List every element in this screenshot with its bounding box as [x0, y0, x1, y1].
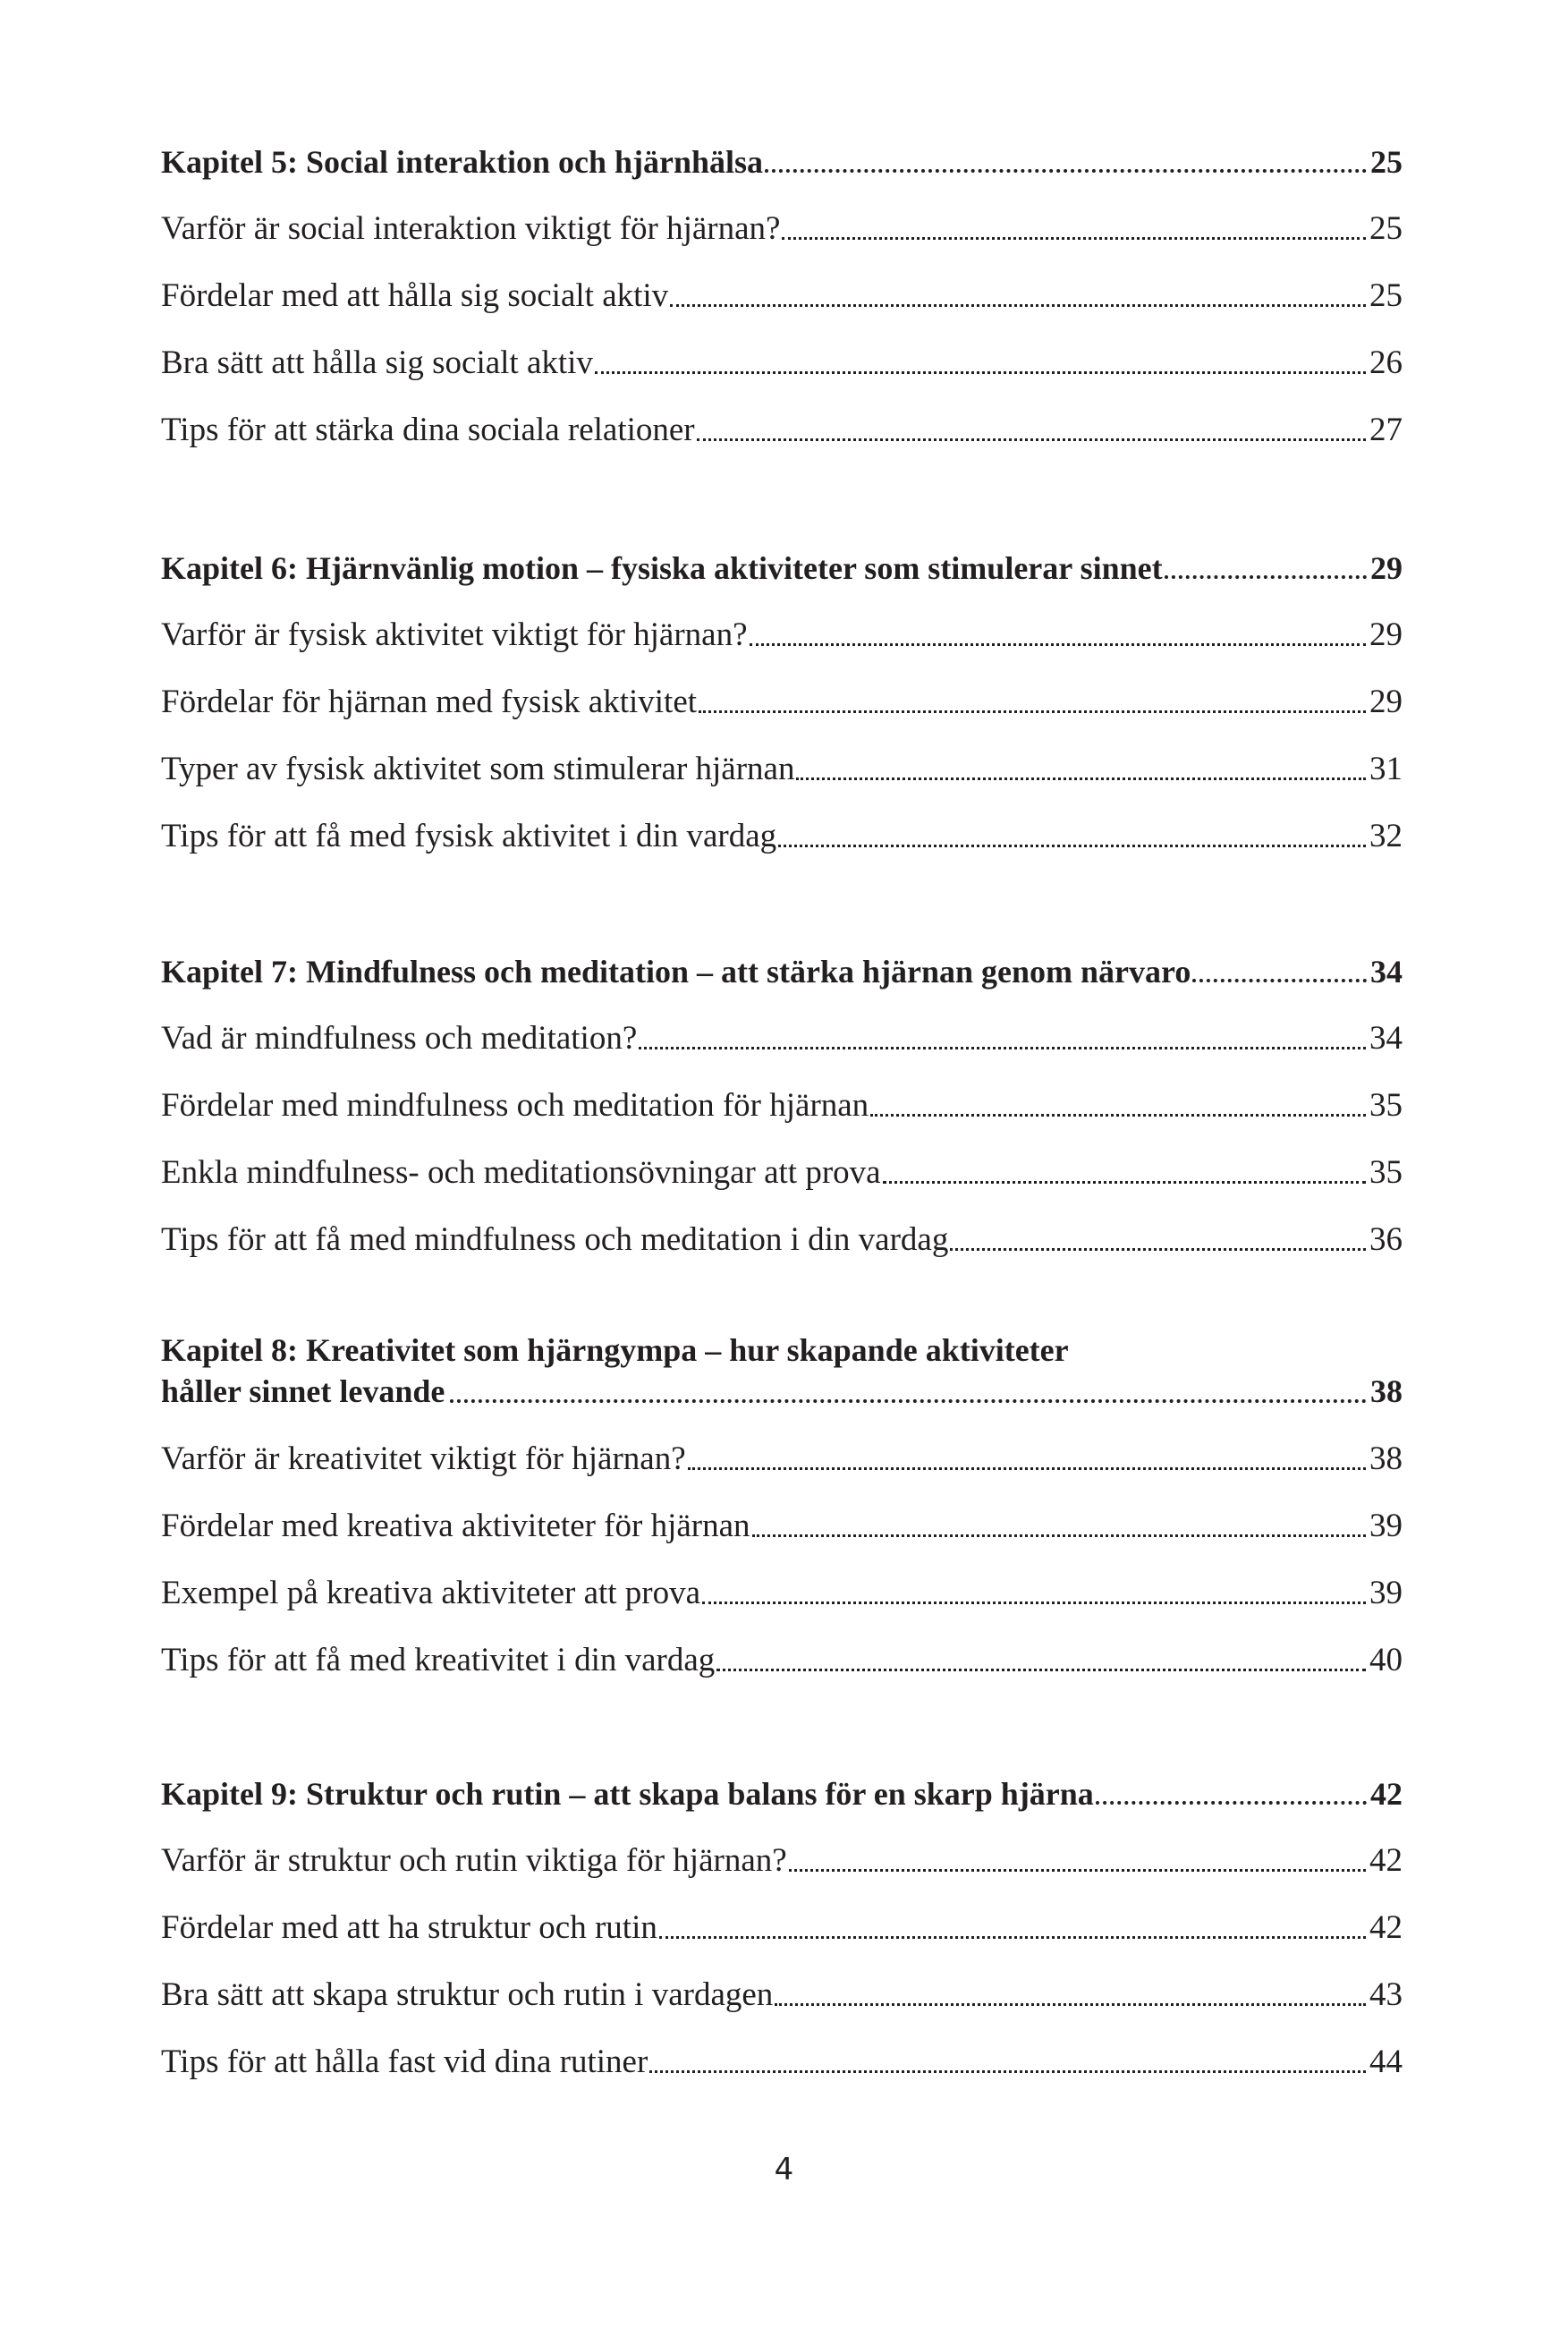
toc-section[interactable] [161, 1153, 1403, 1193]
toc-chapter-title: Kapitel 7: Mindfulness och meditation – att stärka hjärnan genom närvaro [161, 954, 1191, 990]
toc-section-title: Varför är kreativitet viktigt för hjärnan? [161, 1440, 686, 1477]
toc-page-number: 35 [1369, 1087, 1403, 1124]
dot-leader [789, 1841, 1366, 1881]
toc-page-number: 44 [1369, 2043, 1403, 2080]
toc-section-title: Tips för att få med kreativitet i din vardag [161, 1642, 716, 1678]
toc-page-number: 25 [1369, 210, 1403, 247]
toc-section[interactable] [161, 344, 1403, 383]
toc-section-title: Fördelar med att hålla sig socialt aktiv [161, 277, 669, 314]
dot-leader [649, 2043, 1366, 2082]
toc-section[interactable] [161, 1975, 1403, 2015]
toc-chapter-title: Kapitel 9: Struktur och rutin – att skapa balans för en skarp hjärna [161, 1776, 1094, 1812]
dot-leader [796, 750, 1366, 789]
toc-section-title: Tips för att få med mindfulness och meditation i din vardag [161, 1221, 949, 1258]
dot-leader [688, 1440, 1366, 1479]
toc-section-title: Enkla mindfulness- och meditationsövningar att prova [161, 1154, 881, 1191]
toc-page-number: 29 [1369, 684, 1403, 720]
toc-page-number: 29 [1370, 550, 1403, 586]
toc-page-number: 39 [1369, 1508, 1403, 1544]
toc-section-title: Fördelar för hjärnan med fysisk aktivitet [161, 684, 698, 720]
toc-section[interactable] [161, 1574, 1403, 1613]
dot-leader [752, 1507, 1366, 1546]
toc-page-number: 43 [1369, 1976, 1403, 2013]
toc-page-number: 29 [1369, 616, 1403, 653]
toc-section-title: Bra sätt att hålla sig socialt aktiv [161, 344, 593, 381]
toc-page-number: 40 [1369, 1642, 1403, 1678]
toc-section[interactable] [161, 1641, 1403, 1680]
dot-leader [639, 1019, 1366, 1058]
dot-leader [1096, 1774, 1367, 1814]
toc-section-title: Exempel på kreativa aktiviteter att prova [161, 1575, 701, 1611]
dot-leader [1192, 952, 1367, 991]
toc-section-title: Tips för att få med fysisk aktivitet i din vardag [161, 818, 777, 854]
toc-section-title: Fördelar med mindfulness och meditation för hjärnan [161, 1087, 869, 1124]
toc-chapter-7[interactable] [161, 952, 1403, 991]
toc-section-title: Fördelar med att ha struktur och rutin [161, 1909, 657, 1946]
toc-section[interactable] [161, 1908, 1403, 1948]
dot-leader [595, 344, 1366, 383]
toc-section-title: Fördelar med kreativa aktiviteter för hjärnan [161, 1508, 750, 1544]
dot-leader [699, 683, 1366, 722]
toc-section-title: Varför är struktur och rutin viktiga för hjärnan? [161, 1842, 787, 1879]
toc-page-number: 34 [1370, 954, 1403, 990]
toc-chapter-6[interactable] [161, 548, 1403, 588]
toc-chapter-5[interactable] [161, 142, 1403, 182]
toc-page-number: 42 [1369, 1842, 1403, 1879]
toc-page-number: 38 [1370, 1373, 1403, 1409]
toc-page-number: 26 [1369, 344, 1403, 381]
toc-section[interactable] [161, 411, 1403, 450]
toc-section[interactable] [161, 209, 1403, 249]
toc-chapter-title: Kapitel 5: Social interaktion och hjärnhälsa [161, 144, 764, 180]
dot-leader [883, 1153, 1366, 1193]
dot-leader [750, 616, 1366, 655]
dot-leader [450, 1371, 1367, 1412]
dot-leader [782, 209, 1366, 249]
dot-leader [950, 1220, 1366, 1260]
dot-leader [1165, 548, 1367, 588]
toc-section[interactable] [161, 2043, 1403, 2082]
toc-section[interactable] [161, 1440, 1403, 1479]
dot-leader [697, 411, 1366, 450]
toc-page-number: 25 [1370, 144, 1403, 180]
toc-page-number: 39 [1369, 1575, 1403, 1611]
toc-page-number: 38 [1369, 1440, 1403, 1477]
dot-leader [659, 1908, 1366, 1948]
toc-page-number: 31 [1369, 751, 1403, 787]
dot-leader [670, 276, 1366, 316]
toc-chapter-title-line2: håller sinnet levande [161, 1373, 445, 1409]
toc-section[interactable] [161, 276, 1403, 316]
toc-section[interactable] [161, 1841, 1403, 1881]
toc-page-number: 25 [1369, 277, 1403, 314]
dot-leader [775, 1975, 1366, 2015]
toc-page-number: 36 [1369, 1221, 1403, 1258]
toc-chapter-title-line2-row [161, 1371, 1403, 1412]
toc-section-title: Tips för att hålla fast vid dina rutiner [161, 2043, 648, 2080]
toc-page-number: 27 [1369, 412, 1403, 448]
toc-section-title: Bra sätt att skapa struktur och rutin i vardagen [161, 1976, 774, 2013]
toc-chapter-title-line1: Kapitel 8: Kreativitet som hjärngympa – hur skapande aktiviteter [161, 1332, 1069, 1368]
toc-section[interactable] [161, 817, 1403, 856]
dot-leader [765, 142, 1367, 182]
toc-page-number: 35 [1369, 1154, 1403, 1191]
toc-section-title: Typer av fysisk aktivitet som stimulerar hjärnan [161, 751, 795, 787]
toc-page-number: 32 [1369, 818, 1403, 854]
toc-section-title: Varför är fysisk aktivitet viktigt för hjärnan? [161, 616, 748, 653]
dot-leader [702, 1574, 1366, 1613]
toc-section[interactable] [161, 1019, 1403, 1058]
toc-section-title: Varför är social interaktion viktigt för hjärnan? [161, 210, 781, 247]
dot-leader [778, 817, 1366, 856]
toc-section[interactable] [161, 1507, 1403, 1546]
toc-chapter-title: Kapitel 6: Hjärnvänlig motion – fysiska aktiviteter som stimulerar sinnet [161, 550, 1163, 586]
toc-chapter-9[interactable] [161, 1774, 1403, 1814]
page-footer-number: 4 [774, 2152, 794, 2188]
toc-section[interactable] [161, 616, 1403, 655]
toc-section[interactable] [161, 750, 1403, 789]
toc-chapter-8[interactable] [161, 1330, 1403, 1412]
toc-page-number: 42 [1370, 1776, 1403, 1812]
toc-section[interactable] [161, 1086, 1403, 1126]
toc-section[interactable] [161, 683, 1403, 722]
toc-page-number: 42 [1369, 1909, 1403, 1946]
toc-page-number: 34 [1369, 1020, 1403, 1057]
toc-section[interactable] [161, 1220, 1403, 1260]
dot-leader [870, 1086, 1366, 1126]
toc-section-title: Tips för att stärka dina sociala relationer [161, 412, 695, 448]
dot-leader [716, 1641, 1366, 1680]
toc-section-title: Vad är mindfulness och meditation? [161, 1020, 638, 1057]
